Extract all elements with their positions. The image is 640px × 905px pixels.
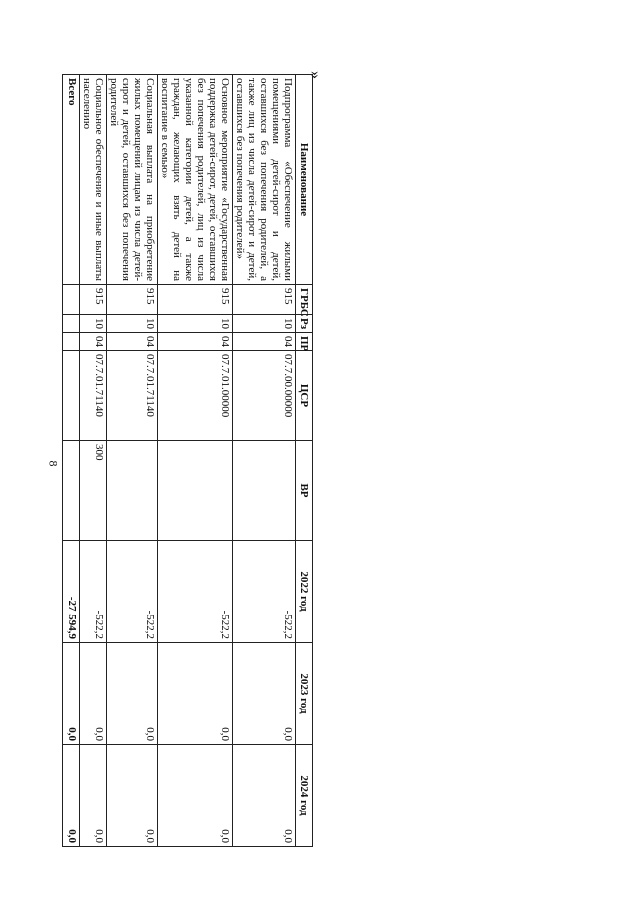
cell-vr bbox=[63, 441, 80, 541]
cell-name: Социальная выплата на приобретение жилых помещений лицам из числа детей-сирот и детей, оставшихся без попечения родителей bbox=[107, 75, 158, 285]
cell-total-2024: 0,0 bbox=[63, 745, 80, 847]
cell-2024: 0,0 bbox=[158, 745, 233, 847]
cell-csr: 07.7.01.00000 bbox=[158, 351, 233, 441]
cell-vr bbox=[158, 441, 233, 541]
cell-vr: 300 bbox=[80, 441, 107, 541]
table-row bbox=[80, 75, 107, 847]
cell-csr bbox=[63, 351, 80, 441]
cell-2023: 0,0 bbox=[107, 643, 158, 745]
closing-quote-mark: » bbox=[307, 71, 324, 79]
cell-rz: 10 bbox=[80, 315, 107, 333]
cell-2022: -522,2 bbox=[233, 541, 296, 643]
cell-pr: 04 bbox=[80, 333, 107, 351]
cell-grbs: 915 bbox=[80, 285, 107, 315]
cell-vr bbox=[233, 441, 296, 541]
cell-2022: -522,2 bbox=[107, 541, 158, 643]
header-2024: 2024 год bbox=[296, 745, 313, 847]
cell-grbs bbox=[63, 285, 80, 315]
cell-total-2022: -27 594,9 bbox=[63, 541, 80, 643]
cell-grbs: 915 bbox=[233, 285, 296, 315]
table-total-row bbox=[63, 75, 80, 847]
cell-name: Социальное обеспечение и иные выплаты населению bbox=[80, 75, 107, 285]
header-2022: 2022 год bbox=[296, 541, 313, 643]
cell-pr: 04 bbox=[107, 333, 158, 351]
cell-2022: -522,2 bbox=[80, 541, 107, 643]
cell-2023: 0,0 bbox=[80, 643, 107, 745]
cell-pr bbox=[63, 333, 80, 351]
cell-pr: 04 bbox=[233, 333, 296, 351]
cell-csr: 07.7.00.00000 bbox=[233, 351, 296, 441]
cell-total-2023: 0,0 bbox=[63, 643, 80, 745]
header-2023: 2023 год bbox=[296, 643, 313, 745]
cell-grbs: 915 bbox=[158, 285, 233, 315]
cell-rz bbox=[63, 315, 80, 333]
cell-name: Основное мероприятие «Государственная поддержка детей-сирот, детей, оставшихся без попечения родителей, лиц из числа указанной категории детей, а также граждан, желающих взять детей на воспитание в семью» bbox=[158, 75, 233, 285]
cell-total-label: Всего bbox=[63, 75, 80, 285]
header-name: Наименование bbox=[296, 75, 313, 285]
cell-csr: 07.7.01.71140 bbox=[107, 351, 158, 441]
table-row bbox=[233, 75, 296, 847]
cell-rz: 10 bbox=[158, 315, 233, 333]
header-pr: ПР bbox=[296, 333, 313, 351]
cell-2024: 0,0 bbox=[233, 745, 296, 847]
header-grbs: ГРБС bbox=[296, 285, 313, 315]
page-number: 8 bbox=[46, 460, 61, 467]
header-vr: ВР bbox=[296, 441, 313, 541]
budget-table-container bbox=[66, 74, 313, 846]
cell-csr: 07.7.01.71140 bbox=[80, 351, 107, 441]
table-header-row bbox=[296, 75, 313, 847]
budget-table bbox=[62, 74, 313, 847]
cell-rz: 10 bbox=[107, 315, 158, 333]
cell-vr bbox=[107, 441, 158, 541]
cell-grbs: 915 bbox=[107, 285, 158, 315]
cell-2024: 0,0 bbox=[80, 745, 107, 847]
table-row bbox=[158, 75, 233, 847]
cell-2023: 0,0 bbox=[158, 643, 233, 745]
header-csr: ЦСР bbox=[296, 351, 313, 441]
cell-2023: 0,0 bbox=[233, 643, 296, 745]
cell-name: Подпрограмма «Обеспечение жилыми помещениями детей-сирот и детей, оставшихся без попечения родителей, а также лиц из числа детей-сирот и детей, оставшихся без попечения родителей» bbox=[233, 75, 296, 285]
cell-2022: -522,2 bbox=[158, 541, 233, 643]
header-rz: Рз bbox=[296, 315, 313, 333]
cell-2024: 0,0 bbox=[107, 745, 158, 847]
table-row bbox=[107, 75, 158, 847]
cell-pr: 04 bbox=[158, 333, 233, 351]
cell-rz: 10 bbox=[233, 315, 296, 333]
